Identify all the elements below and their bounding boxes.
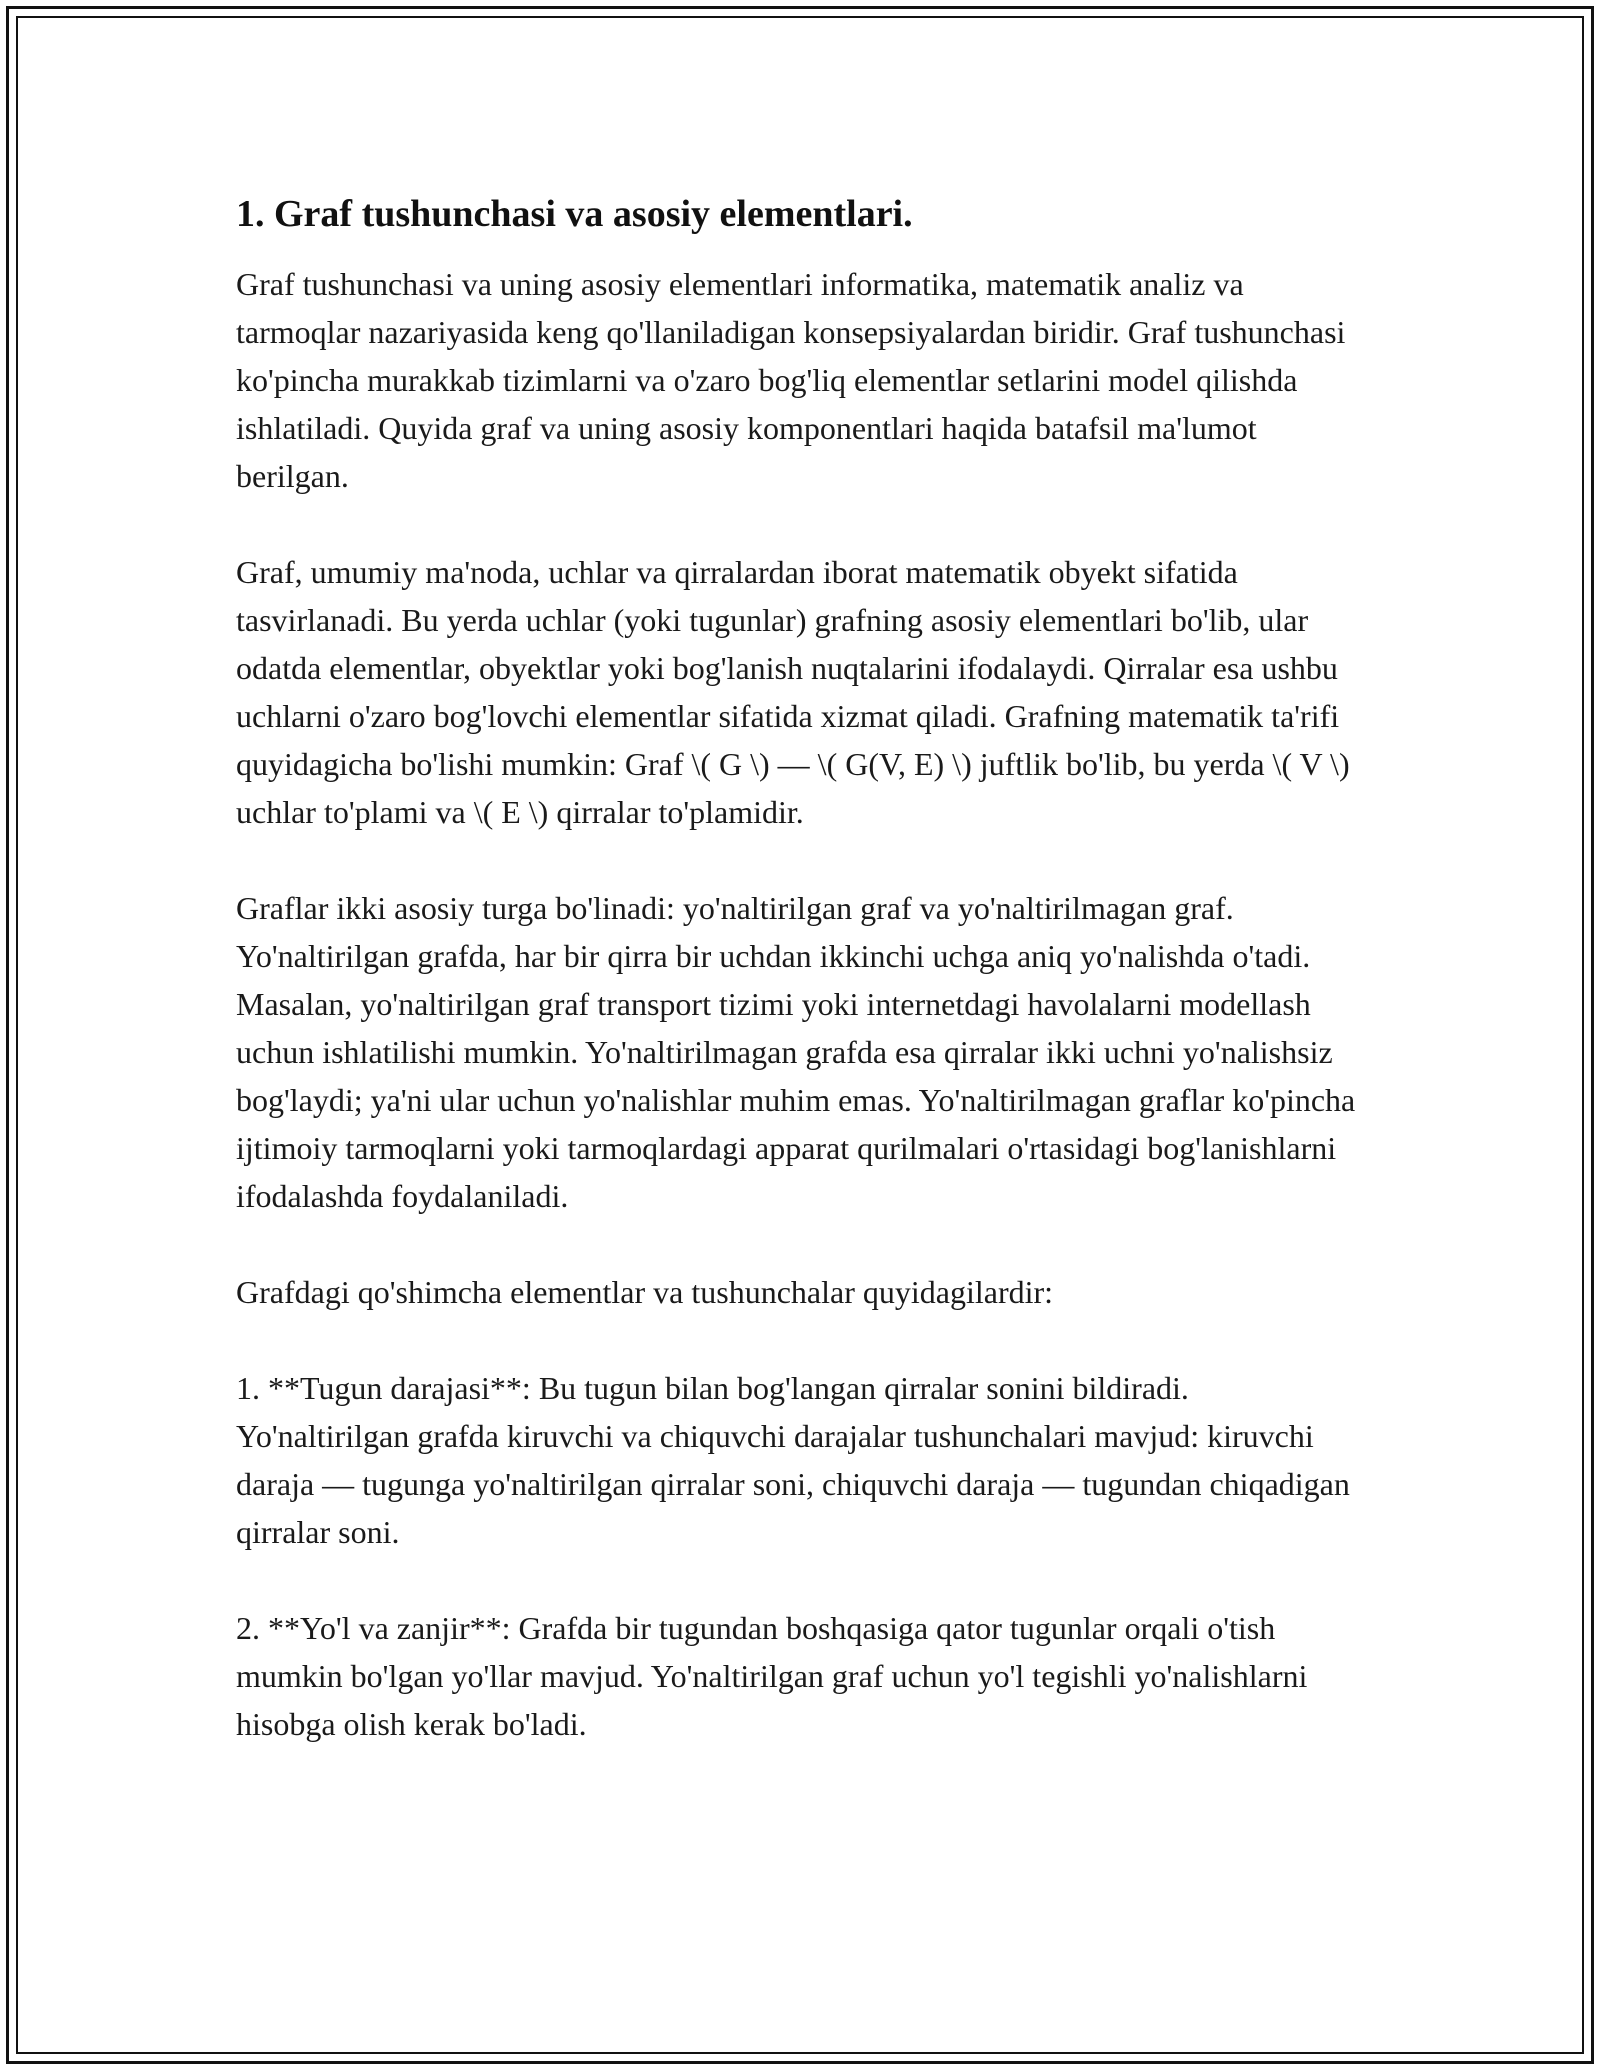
paragraph-intro: Graf tushunchasi va uning asosiy elementlari informatika, matematik analiz va tarmoqlar nazariyasida keng qo'llaniladigan konsepsiyalardan biridir. Graf tushunchasi ko'pincha murakkab tizimlarni va o'zaro bog'liq elementlar setlarini model qilishda ishlatiladi. Quyida graf va uning asosiy komponentlari haqida batafsil ma'lumot berilgan. (236, 266, 1346, 494)
section-heading: 1. Graf tushunchasi va asosiy elementlari. (236, 193, 913, 235)
document-body (236, 190, 1366, 1796)
paragraph-definition: Graf, umumiy ma'noda, uchlar va qirralardan iborat matematik obyekt sifatida tasvirlanadi. Bu yerda uchlar (yoki tugunlar) grafning asosiy elementlari bo'lib, ular odatda elementlar, obyektlar yoki bog'lanish nuqtalarini ifodalaydi. Qirralar esa ushbu uchlarni o'zaro bog'lovchi elementlar sifatida xizmat qiladi. Grafning matematik ta'rifi quyidagicha bo'lishi mumkin: Graf \( G \) — \( G(V, E) \) juftlik bo'lib, bu yerda \( V \) uchlar to'plami va \( E \) qirralar to'plamidir. (236, 554, 1350, 830)
list-item-node-degree: 1. **Tugun darajasi**: Bu tugun bilan bog'langan qirralar sonini bildiradi. Yo'naltirilgan grafda kiruvchi va chiquvchi darajalar tushunchalari mavjud: kiruvchi daraja — tugunga yo'naltirilgan qirralar soni, chiquvchi daraja — tugundan chiqadigan qirralar soni. (236, 1370, 1350, 1550)
list-item-path-chain: 2. **Yo'l va zanjir**: Grafda bir tugundan boshqasiga qator tugunlar orqali o'tish mumkin bo'lgan yo'llar mavjud. Yo'naltirilgan graf uchun yo'l tegishli yo'nalishlarni hisobga olish kerak bo'ladi. (236, 1610, 1308, 1742)
paragraph-graph-types: Graflar ikki asosiy turga bo'linadi: yo'naltirilgan graf va yo'naltirilmagan graf. Yo'naltirilgan grafda, har bir qirra bir uchdan ikkinchi uchga aniq yo'nalishda o'tadi. Masalan, yo'naltirilgan graf transport tizimi yoki internetdagi havolalarni modellash uchun ishlatilishi mumkin. Yo'naltirilmagan grafda esa qirralar ikki uchni yo'nalishsiz bog'laydi; ya'ni ular uchun yo'nalishlar muhim emas. Yo'naltirilmagan graflar ko'pincha ijtimoiy tarmoqlarni yoki tarmoqlardagi apparat qurilmalari o'rtasidagi bog'lanishlarni ifodalashda foydalaniladi. (236, 890, 1356, 1214)
paragraph-additional-elements: Grafdagi qo'shimcha elementlar va tushunchalar quyidagilardir: (236, 1274, 1054, 1310)
